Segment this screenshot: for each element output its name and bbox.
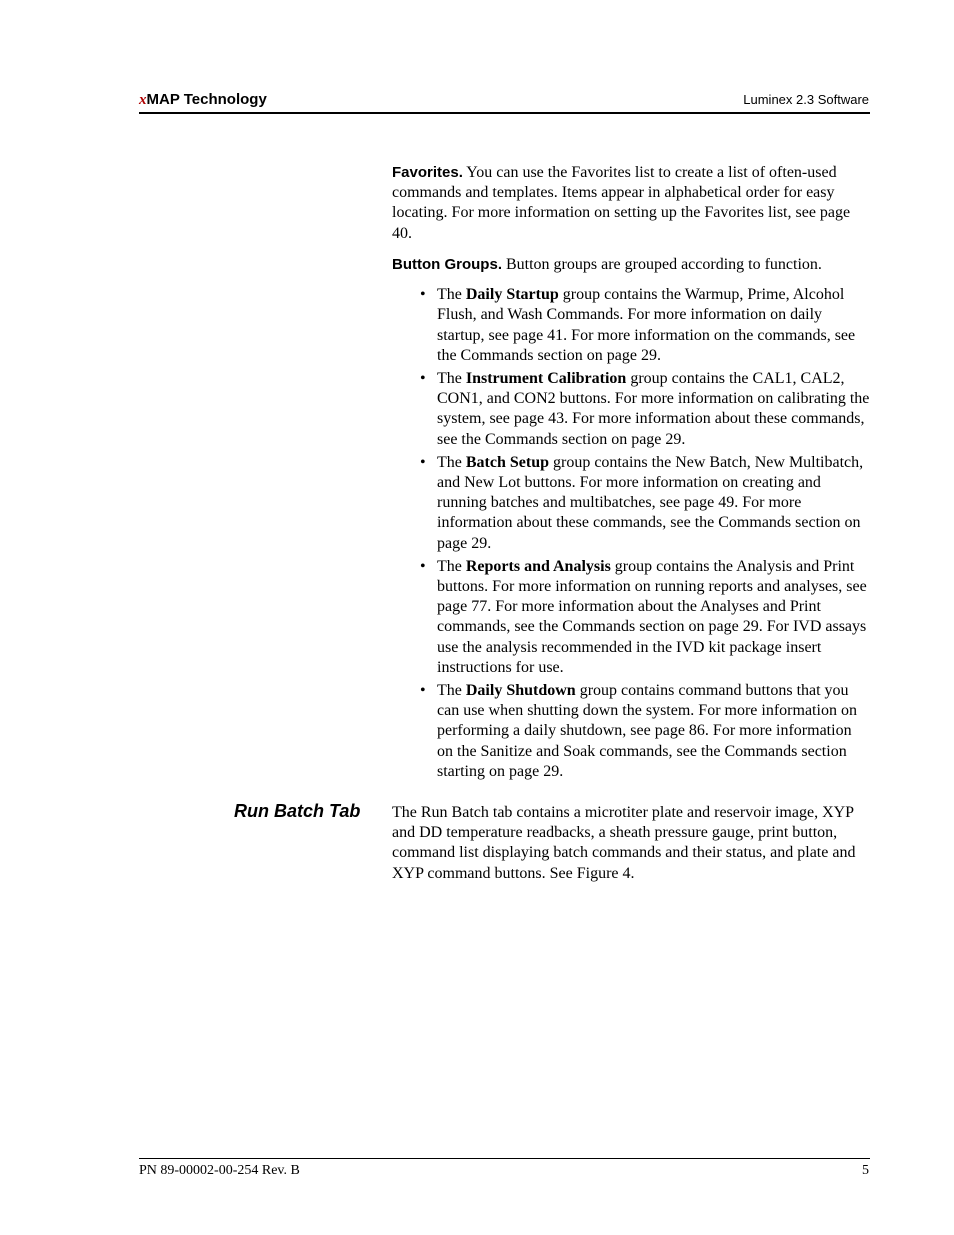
item-text: group contains command buttons that you can use when shutting down the system. For more information on performing a daily shutdown, see page 86. For more information on the Sanitize and Soak commands, see the Commands section starting on page 29. xyxy=(437,682,857,780)
run-batch-section xyxy=(392,803,870,884)
favorites-text: You can use the Favorites list to create a list of often-used commands and templates. Items appear in alphabetical order for easy locating. For more information on setting up the Favorites list, see page 40. xyxy=(392,164,851,242)
bullet: • xyxy=(420,453,426,471)
bullet: • xyxy=(420,370,426,388)
item-text: group contains the Warmup, Prime, Alcohol Flush, and Wash Commands. For more information on daily startup, see page 41. For more information on the commands, see the Commands section on page 29. xyxy=(437,286,856,364)
item-text: group contains the CAL1, CAL2, CON1, and CON2 buttons. For more information on calibrating the system, see page 43. For more information about these commands, see the Commands section on page 29. xyxy=(437,370,870,448)
favorites-section xyxy=(392,163,870,244)
brand-name: MAP Technology xyxy=(146,91,267,108)
item-text: The xyxy=(437,682,466,700)
item-text: group contains the New Batch, New Multibatch, and New Lot buttons. For more information on creating and running batches and multibatches, see page 49. For more information about these commands, see the Commands section on page 29. xyxy=(437,453,864,552)
favorites-paragraph xyxy=(392,163,870,244)
header-rule xyxy=(139,112,870,114)
header-product: Luminex 2.3 Software xyxy=(743,92,869,107)
bullet: • xyxy=(420,557,426,575)
item-group-name: Reports and Analysis xyxy=(465,557,611,575)
item-text: The xyxy=(437,370,466,388)
button-groups-title: Button Groups. xyxy=(392,256,502,273)
footer-rule xyxy=(139,1158,870,1159)
list-item xyxy=(392,369,870,450)
item-text: The xyxy=(437,286,466,304)
run-batch-paragraph: The Run Batch tab contains a microtiter plate and reservoir image, XYP and DD temperature readbacks, a sheath pressure gauge, print button, command list displaying batch commands and their status, and plate and XYP command buttons. See Figure 4. xyxy=(392,804,856,882)
item-text: group contains the Analysis and Print buttons. For more information on running reports and analyses, see page 77. For more information about the Analyses and Print commands, see the Commands section on page 29. For IVD assays use the analysis recommended in the IVD kit package insert instructions for use. xyxy=(437,557,867,676)
item-text: The xyxy=(437,557,466,575)
list-item xyxy=(392,285,870,366)
button-groups-text: Button groups are grouped according to function. xyxy=(501,256,822,273)
item-group-name: Daily Startup xyxy=(465,286,559,304)
list-item xyxy=(392,557,870,678)
item-group-name: Batch Setup xyxy=(465,453,549,471)
item-text: The xyxy=(437,453,466,471)
footer-page-number: 5 xyxy=(862,1163,869,1178)
item-group-name: Daily Shutdown xyxy=(465,682,576,700)
button-groups-section xyxy=(392,255,870,785)
brand-x: x xyxy=(139,92,147,108)
run-batch-heading: Run Batch Tab xyxy=(234,801,361,821)
bullet: • xyxy=(420,682,426,700)
list-item xyxy=(392,453,870,554)
bullet: • xyxy=(420,286,426,304)
header-brand xyxy=(139,91,267,109)
footer-part-number: PN 89-00002-00-254 Rev. B xyxy=(139,1163,300,1178)
button-groups-list xyxy=(392,285,870,782)
list-item xyxy=(392,681,870,782)
button-groups-paragraph xyxy=(392,255,870,275)
item-group-name: Instrument Calibration xyxy=(465,370,627,388)
favorites-title: Favorites. xyxy=(392,164,463,181)
